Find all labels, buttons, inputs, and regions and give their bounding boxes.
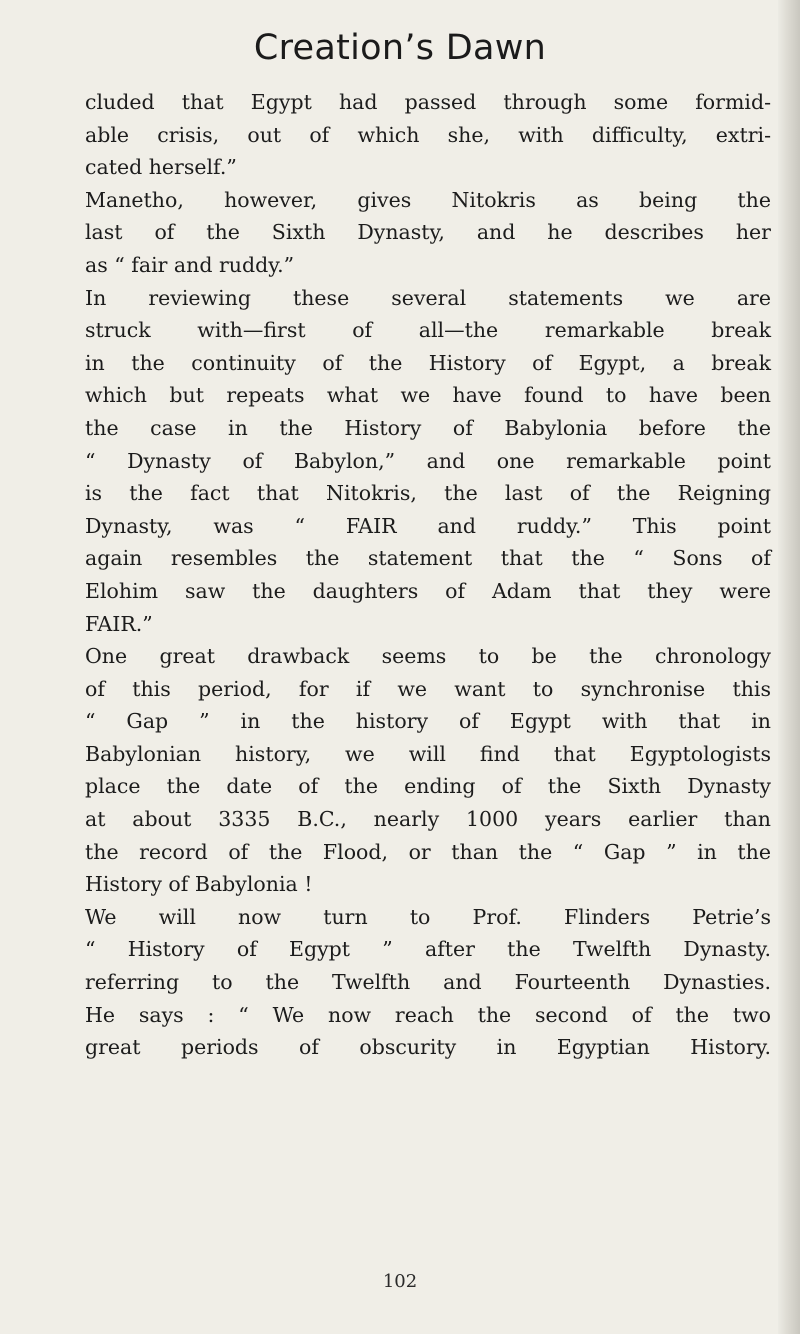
text-line: FAIR.” [85, 611, 153, 636]
text-line: He says : “ We now reach the second of the two [85, 1002, 771, 1027]
text-line: the case in the History of Babylonia before the [85, 415, 771, 440]
text-line: referring to the Twelfth and Fourteenth Dynasties. [85, 970, 771, 995]
running-head: Creation’s Dawn [253, 28, 547, 68]
text-line: as “ fair and ruddy.” [85, 252, 295, 277]
text-line: Dynasty, was “ FAIR and ruddy.” This point [85, 513, 771, 538]
text-line: is the fact that Nitokris, the last of the Reigning [85, 481, 771, 506]
text-line: at about 3335 B.C., nearly 1000 years earlier than [85, 807, 771, 832]
page-number: 102 [382, 1271, 418, 1292]
text-line: In reviewing these several statements we are [85, 285, 771, 310]
text-line: the record of the Flood, or than the “ Gap ” in the [85, 839, 771, 864]
text-line: place the date of the ending of the Sixth Dynasty [85, 774, 771, 799]
text-line: of this period, for if we want to synchronise this [85, 676, 771, 701]
text-line: struck with—first of all—the remarkable break [85, 318, 771, 343]
text-line: again resembles the statement that the “ Sons of [85, 546, 771, 571]
text-line: great periods of obscurity in Egyptian History. [85, 1035, 771, 1060]
text-line: We will now turn to Prof. Flinders Petrie’s [85, 904, 771, 929]
text-line: “ History of Egypt ” after the Twelfth Dynasty. [85, 937, 771, 962]
text-line: cated herself.” [85, 155, 237, 180]
text-line: able crisis, out of which she, with difficulty, extri- [85, 122, 771, 147]
body-text [85, 86, 771, 1064]
text-line: “ Gap ” in the history of Egypt with that in [85, 709, 771, 734]
text-line: Elohim saw the daughters of Adam that they were [85, 578, 771, 603]
text-line: History of Babylonia ! [85, 872, 313, 897]
text-line: in the continuity of the History of Egypt, a break [85, 350, 771, 375]
text-line: which but repeats what we have found to have been [85, 383, 771, 408]
text-line: last of the Sixth Dynasty, and he describes her [85, 220, 771, 245]
text-line: “ Dynasty of Babylon,” and one remarkable point [85, 448, 771, 473]
page-edge-shadow [778, 0, 800, 1334]
text-line: cluded that Egypt had passed through some formid- [85, 90, 771, 114]
text-line: Babylonian history, we will find that Egyptologists [85, 741, 771, 766]
text-line: One great drawback seems to be the chronology [85, 644, 771, 669]
text-line: Manetho, however, gives Nitokris as being the [85, 187, 771, 212]
